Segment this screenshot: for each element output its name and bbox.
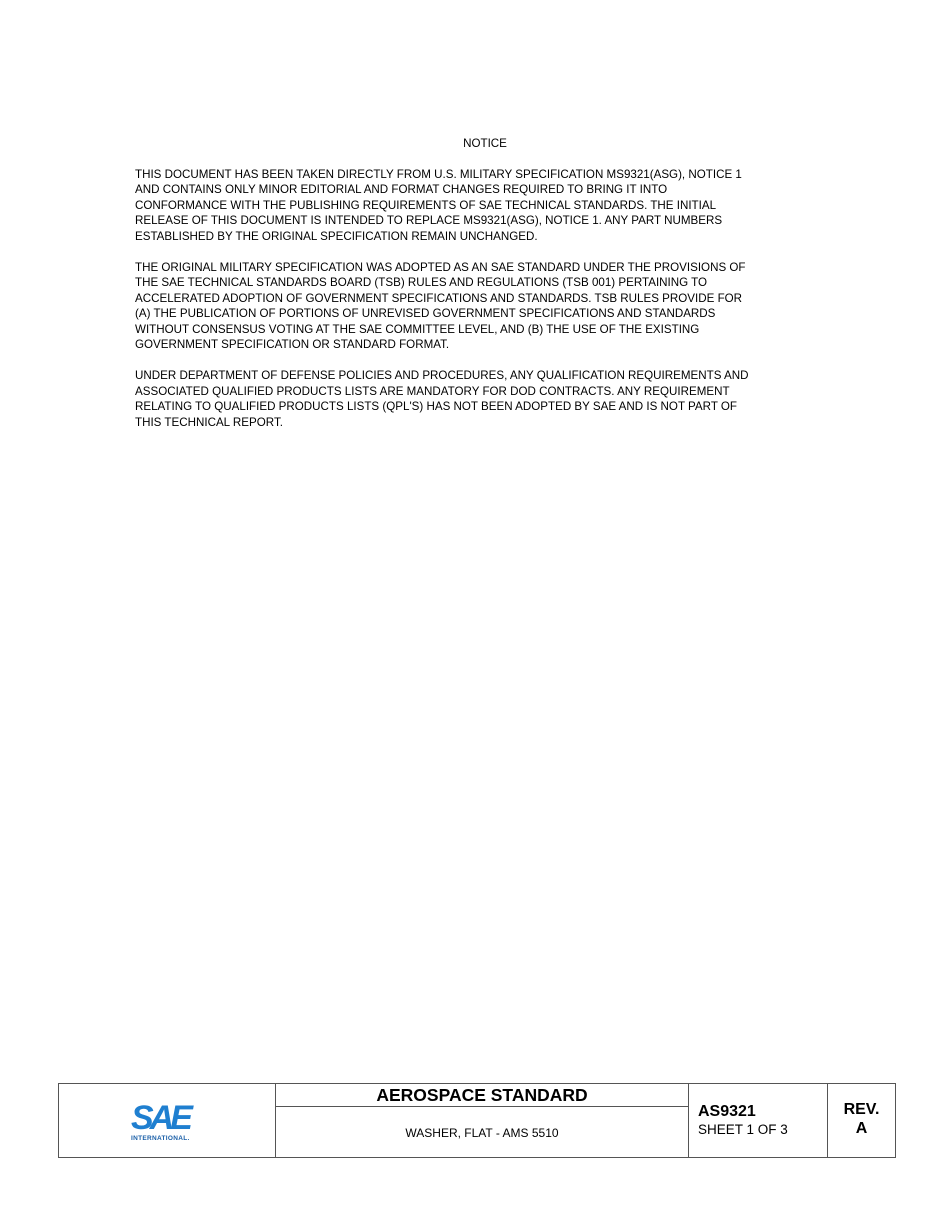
title-block bbox=[58, 1083, 896, 1158]
document-number: AS9321 bbox=[698, 1103, 756, 1120]
sae-logo bbox=[131, 1101, 197, 1143]
notice-section bbox=[135, 136, 815, 446]
notice-title: NOTICE bbox=[463, 137, 507, 150]
title-cell bbox=[276, 1084, 689, 1157]
notice-paragraph-1: THIS DOCUMENT HAS BEEN TAKEN DIRECTLY FROM U.S. MILITARY SPECIFICATION MS9321(ASG), NOTICE 1 AND CONTAINS ONLY MINOR EDITORIAL AND FORMAT CHANGES REQUIRED TO BRING IT INTO CONFORMANCE WITH THE PUBLISHING REQUIREMENTS OF SAE TECHNICAL STANDARDS. THE INITIAL RELEASE OF THIS DOCUMENT IS INTENDED TO REPLACE MS9321(ASG), NOTICE 1. ANY PART NUMBERS ESTABLISHED BY THE ORIGINAL SPECIFICATION REMAIN UNCHANGED. bbox=[135, 167, 742, 243]
sae-logo-letters: SAE bbox=[131, 1099, 189, 1137]
logo-cell bbox=[59, 1084, 276, 1157]
sae-logo-subtext: INTERNATIONAL. bbox=[131, 1135, 190, 1142]
part-title: WASHER, FLAT - AMS 5510 bbox=[405, 1126, 559, 1140]
revision-value: A bbox=[855, 1120, 868, 1137]
document-number-cell bbox=[689, 1084, 828, 1157]
notice-paragraph-2: THE ORIGINAL MILITARY SPECIFICATION WAS ADOPTED AS AN SAE STANDARD UNDER THE PROVISIONS OF THE SAE TECHNICAL STANDARDS BOARD (TSB) RULES AND REGULATIONS (TSB 001) PERTAINING TO ACCELERATED ADOPTION OF GOVERNMENT SPECIFICATIONS AND STANDARDS. TSB RULES PROVIDE FOR (A) THE PUBLICATION OF PORTIONS OF UNREVISED GOVERNMENT SPECIFICATIONS AND STANDARDS WITHOUT CONSENSUS VOTING AT THE SAE COMMITTEE LEVEL, AND (B) THE USE OF THE EXISTING GOVERNMENT SPECIFICATION OR STANDARD FORMAT. bbox=[135, 260, 746, 351]
standard-heading: AEROSPACE STANDARD bbox=[276, 1084, 688, 1107]
sheet-number: SHEET 1 OF 3 bbox=[698, 1122, 788, 1137]
notice-paragraph-3: UNDER DEPARTMENT OF DEFENSE POLICIES AND PROCEDURES, ANY QUALIFICATION REQUIREMENTS AND ASSOCIATED QUALIFIED PRODUCTS LISTS ARE MANDATORY FOR DOD CONTRACTS. ANY REQUIREMENT RELATING TO QUALIFIED PRODUCTS LISTS (QPL'S) HAS NOT BEEN ADOPTED BY SAE AND IS NOT PART OF THIS TECHNICAL REPORT. bbox=[135, 369, 749, 429]
revision-label: REV. bbox=[843, 1101, 880, 1118]
revision-cell bbox=[828, 1084, 895, 1157]
